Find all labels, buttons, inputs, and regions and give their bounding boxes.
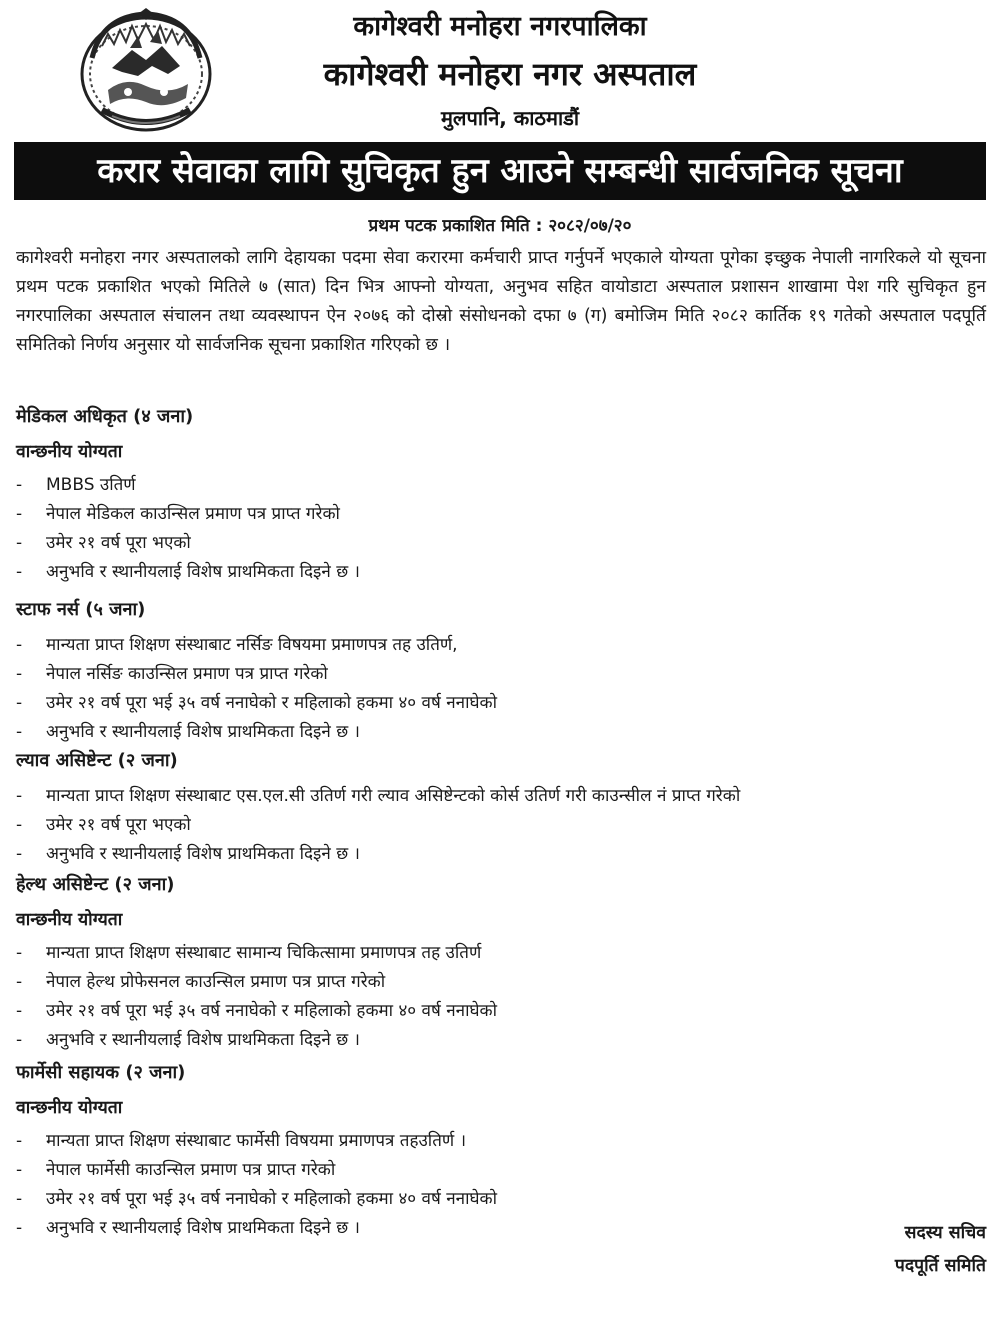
bullet-dash: - [16, 844, 23, 864]
requirement-text: उमेर २१ वर्ष पूरा भई ३५ वर्ष ननाघेको र महिलाको हकमा ४० वर्ष ननाघेको [46, 693, 498, 713]
requirement-text: नेपाल मेडिकल काउन्सिल प्रमाण पत्र प्राप्त गरेको [46, 504, 340, 524]
notice-title-banner [14, 142, 986, 200]
requirement-text: मान्यता प्राप्त शिक्षण संस्थाबाट फार्मेसी विषयमा प्रमाणपत्र तहउतिर्ण । [46, 1131, 467, 1151]
bullet-dash: - [16, 1160, 23, 1180]
qualification-heading: वान्छनीय योग्यता [16, 1098, 123, 1118]
bullet-dash: - [16, 475, 23, 495]
requirement-text: मान्यता प्राप्त शिक्षण संस्थाबाट नर्सिङ विषयमा प्रमाणपत्र तह उतिर्ण, [46, 635, 458, 655]
qualification-heading: वान्छनीय योग्यता [16, 442, 123, 462]
post-section [16, 1058, 986, 1243]
bullet-dash: - [16, 693, 23, 713]
requirement-text: नेपाल फार्मेसी काउन्सिल प्रमाण पत्र प्राप्त गरेको [46, 1160, 336, 1180]
qualification-heading: वान्छनीय योग्यता [16, 910, 123, 930]
requirement-list [16, 631, 986, 747]
hospital-address: मुलपानि, काठमाडौं [440, 106, 580, 130]
post-section [16, 595, 986, 747]
bullet-dash: - [16, 664, 23, 684]
bullet-dash: - [16, 722, 23, 742]
bullet-dash: - [16, 1131, 23, 1151]
bullet-dash: - [16, 943, 23, 963]
requirement-text: MBBS उतिर्ण [46, 475, 136, 495]
requirement-text: नेपाल हेल्थ प्रोफेसनल काउन्सिल प्रमाण पत्र प्राप्त गरेको [46, 972, 386, 992]
requirement-item [16, 939, 986, 968]
notice-title: करार सेवाका लागि सुचिकृत हुन आउने सम्बन्धी सार्वजनिक सूचना [97, 151, 903, 191]
requirement-text: अनुभवि र स्थानीयलाई विशेष प्राथमिकता दिइने छ । [46, 722, 360, 742]
requirement-item [16, 840, 986, 869]
intro-paragraph: कागेश्वरी मनोहरा नगर अस्पतालको लागि देहायका पदमा सेवा करारमा कर्मचारी प्राप्त गर्नुपर्ने भएकाले योग्यता पूगेका इच्छुक नेपाली नागरिकले यो सूचना प्रथम पटक प्रकाशित भएको मितिले ७ (सात) दिन भित्र आफ्नो योग्यता, अनुभव सहित वायोडाटा अस्पताल प्रशासन शाखामा पेश गरि सुचिकृत हुन नगरपालिका अस्पताल संचालन तथा व्यवस्थापन ऐन २०७६ को दोस्रो संसोधनको दफा ७ (ग) बमोजिम मिति २०८२ कार्तिक १९ गतेको अस्पताल पदपूर्ति समितिको निर्णय अनुसार यो सार्वजनिक सूचना प्रकाशित गरिएको छ । [16, 248, 986, 355]
requirement-text: अनुभवि र स्थानीयलाई विशेष प्राथमिकता दिइने छ । [46, 1218, 360, 1238]
post-title: स्टाफ नर्स (५ जना) [16, 599, 146, 620]
requirement-item [16, 689, 986, 718]
bullet-dash: - [16, 635, 23, 655]
requirement-item [16, 1026, 986, 1055]
requirement-item [16, 631, 986, 660]
requirement-text: अनुभवि र स्थानीयलाई विशेष प्राथमिकता दिइने छ । [46, 1030, 360, 1050]
requirement-item [16, 1214, 986, 1243]
bullet-dash: - [16, 533, 23, 553]
requirement-text: उमेर २१ वर्ष पूरा भएको [46, 815, 191, 835]
bullet-dash: - [16, 1189, 23, 1209]
post-title: हेल्थ असिष्टेन्ट (२ जना) [16, 874, 175, 895]
requirement-text: नेपाल नर्सिङ काउन्सिल प्रमाण पत्र प्राप्त गरेको [46, 664, 328, 684]
bullet-dash: - [16, 504, 23, 524]
bullet-dash: - [16, 815, 23, 835]
requirement-text: मान्यता प्राप्त शिक्षण संस्थाबाट एस.एल.सी उतिर्ण गरी ल्याव असिष्टेन्टको कोर्स उतिर्ण गरी काउन्सील नं प्राप्त गरेको [46, 786, 741, 806]
post-title: मेडिकल अधिकृत (४ जना) [16, 406, 194, 427]
requirement-text: अनुभवि र स्थानीयलाई विशेष प्राथमिकता दिइने छ । [46, 562, 360, 582]
bullet-dash: - [16, 1001, 23, 1021]
hospital-name: कागेश्वरी मनोहरा नगर अस्पताल [323, 55, 697, 93]
requirement-item [16, 500, 986, 529]
requirement-item [16, 558, 986, 587]
requirement-list [16, 782, 986, 869]
bullet-dash: - [16, 786, 23, 806]
requirement-list [16, 1127, 986, 1243]
post-section [16, 402, 986, 587]
requirement-text: उमेर २१ वर्ष पूरा भएको [46, 533, 191, 553]
requirement-item [16, 1127, 986, 1156]
requirement-list [16, 471, 986, 587]
bullet-dash: - [16, 562, 23, 582]
signature-designation: सदस्य सचिव [904, 1223, 986, 1243]
requirement-text: मान्यता प्राप्त शिक्षण संस्थाबाट सामान्य चिकित्सामा प्रमाणपत्र तह उतिर्ण [46, 943, 482, 963]
post-title: ल्याव असिष्टेन्ट (२ जना) [16, 750, 178, 771]
publish-date: प्रथम पटक प्रकाशित मिति : २०८२/०७/२० [368, 216, 632, 236]
requirement-item [16, 471, 986, 500]
bullet-dash: - [16, 1030, 23, 1050]
requirement-item [16, 782, 986, 811]
requirement-item [16, 968, 986, 997]
requirement-item [16, 811, 986, 840]
signature-committee: पदपूर्ति समिति [894, 1256, 986, 1276]
requirement-text: उमेर २१ वर्ष पूरा भई ३५ वर्ष ननाघेको र महिलाको हकमा ४० वर्ष ननाघेको [46, 1001, 498, 1021]
requirement-item [16, 529, 986, 558]
bullet-dash: - [16, 1218, 23, 1238]
requirement-item [16, 1185, 986, 1214]
requirement-text: अनुभवि र स्थानीयलाई विशेष प्राथमिकता दिइने छ । [46, 844, 360, 864]
bullet-dash: - [16, 972, 23, 992]
post-section [16, 746, 986, 869]
requirement-list [16, 939, 986, 1055]
requirement-item [16, 997, 986, 1026]
requirement-text: उमेर २१ वर्ष पूरा भई ३५ वर्ष ननाघेको र महिलाको हकमा ४० वर्ष ननाघेको [46, 1189, 498, 1209]
requirement-item [16, 718, 986, 747]
nepal-emblem-logo [72, 6, 220, 136]
requirement-item [16, 660, 986, 689]
municipality-name: कागेश्वरी मनोहरा नगरपालिका [353, 11, 647, 42]
post-section [16, 870, 986, 1055]
requirement-item [16, 1156, 986, 1185]
post-title: फार्मेसी सहायक (२ जना) [16, 1062, 186, 1083]
